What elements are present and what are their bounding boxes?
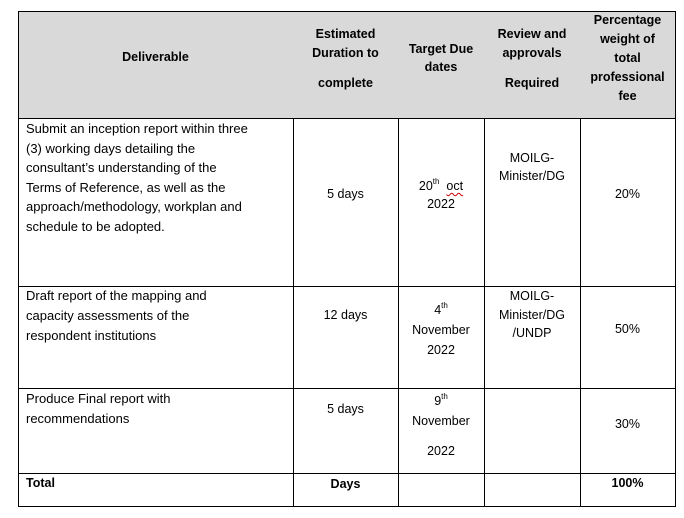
header-text: Estimated bbox=[315, 27, 376, 41]
row-1-review bbox=[484, 118, 581, 287]
header-deliverable bbox=[18, 11, 294, 119]
total-duration-text: Days bbox=[330, 477, 361, 491]
row-1-percentage bbox=[580, 118, 676, 287]
date-day bbox=[398, 391, 484, 411]
total-target-date bbox=[398, 473, 485, 507]
total-label-text: Total bbox=[26, 476, 55, 490]
review-line: /UNDP bbox=[512, 326, 552, 340]
header-text: Review and bbox=[497, 27, 567, 41]
header-duration bbox=[293, 11, 399, 119]
duration-value: 12 days bbox=[323, 308, 368, 322]
date-month: oct bbox=[446, 179, 464, 193]
date-month: November bbox=[412, 414, 470, 428]
deliverable-line: Draft report of the mapping and bbox=[26, 288, 207, 303]
header-text: Target Due bbox=[408, 42, 474, 56]
row-1-duration bbox=[293, 118, 399, 287]
row-3-percentage bbox=[580, 388, 676, 474]
date-year: 2022 bbox=[427, 444, 455, 458]
row-2-duration bbox=[293, 286, 399, 389]
deliverable-line: (3) working days detailing the bbox=[26, 140, 196, 156]
total-percentage-text: 100% bbox=[611, 476, 644, 490]
header-text: Required bbox=[504, 76, 560, 90]
deliverable-line: Produce Final report with bbox=[26, 391, 171, 406]
header-text: Percentage bbox=[593, 13, 662, 27]
deliverable-line: Terms of Reference, as well as the bbox=[26, 179, 226, 195]
deliverable-line: Submit an inception report within three bbox=[26, 121, 248, 136]
header-text: complete bbox=[318, 76, 373, 90]
duration-value: 5 days bbox=[327, 187, 364, 201]
row-2-deliverable bbox=[18, 286, 294, 389]
row-3-duration bbox=[293, 388, 399, 474]
header-text: approvals bbox=[502, 46, 562, 60]
date-day: 20 bbox=[418, 179, 433, 193]
deliverable-line: approach/methodology, workplan and bbox=[26, 199, 242, 214]
deliverable-line: consultant’s understanding of the bbox=[26, 160, 217, 175]
date-day-number: 9 bbox=[434, 394, 442, 408]
date-year: 2022 bbox=[427, 343, 455, 357]
review-line: MOILG- bbox=[509, 151, 555, 165]
row-2-review bbox=[484, 286, 581, 389]
row-1-deliverable bbox=[18, 118, 294, 287]
deliverable-line: schedule to be adopted. bbox=[26, 218, 165, 234]
header-target-date bbox=[398, 11, 485, 119]
date-day bbox=[398, 300, 484, 320]
percentage-value: 30% bbox=[614, 417, 641, 431]
deliverable-line: respondent institutions bbox=[26, 328, 157, 343]
date-day-month bbox=[398, 177, 484, 195]
date-year: 2022 bbox=[427, 197, 455, 211]
percentage-value: 50% bbox=[614, 322, 641, 336]
header-deliverable-text: Deliverable bbox=[122, 50, 189, 64]
deliverable-line: capacity assessments of the bbox=[26, 308, 190, 323]
header-text: professional bbox=[590, 70, 665, 84]
row-2-target-date bbox=[398, 286, 485, 389]
percentage-value: 20% bbox=[614, 187, 641, 201]
total-review bbox=[484, 473, 581, 507]
date-day-number: 4 bbox=[434, 303, 442, 317]
header-text: weight of bbox=[600, 32, 655, 46]
duration-value: 5 days bbox=[327, 402, 364, 416]
row-1-target-date bbox=[398, 118, 485, 287]
total-duration bbox=[293, 473, 399, 507]
row-2-percentage bbox=[580, 286, 676, 389]
row-3-deliverable bbox=[18, 388, 294, 474]
date-month: November bbox=[412, 323, 470, 337]
row-3-review bbox=[484, 388, 581, 474]
total-percentage bbox=[580, 473, 676, 507]
header-text: total bbox=[614, 51, 641, 65]
header-text: Duration to bbox=[312, 46, 379, 60]
review-line: MOILG- bbox=[509, 289, 555, 303]
deliverable-line: recommendations bbox=[26, 411, 130, 426]
header-text: fee bbox=[618, 89, 637, 103]
date-suffix: th bbox=[441, 392, 448, 401]
review-line: Minister/DG bbox=[499, 307, 565, 322]
header-percentage bbox=[580, 11, 676, 119]
header-text: dates bbox=[424, 60, 458, 74]
date-suffix: th bbox=[441, 301, 448, 310]
header-review bbox=[484, 11, 581, 119]
review-line: Minister/DG bbox=[499, 169, 565, 183]
date-suffix: th bbox=[432, 177, 440, 186]
row-3-target-date bbox=[398, 388, 485, 474]
total-label bbox=[18, 473, 294, 507]
